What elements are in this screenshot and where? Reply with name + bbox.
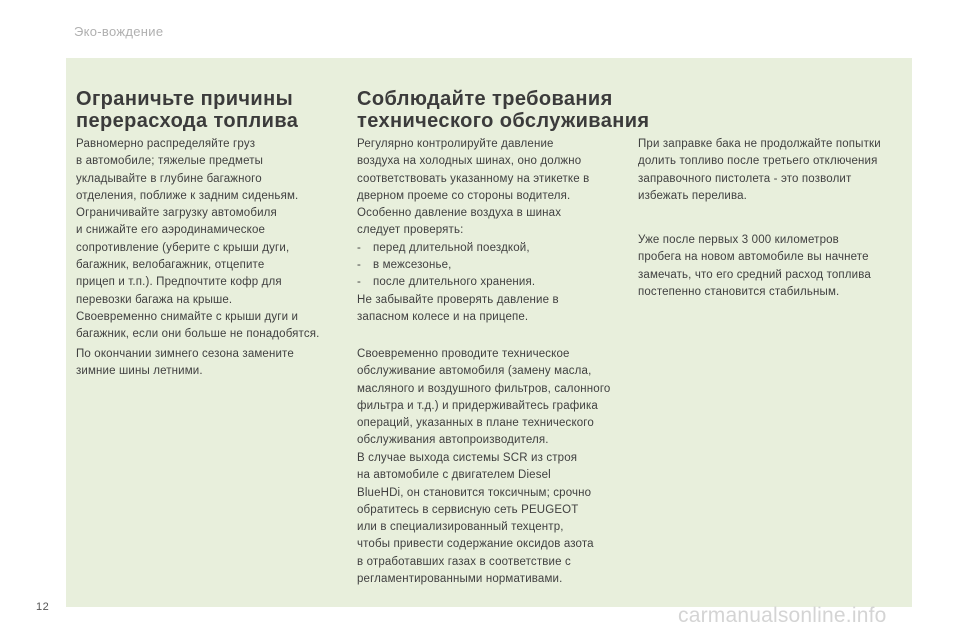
text-line: Равномерно распределяйте груз xyxy=(76,138,256,150)
heading-limit-overconsumption xyxy=(76,88,344,132)
text-line: обслуживания автопроизводителя. xyxy=(357,434,549,447)
text-line: в автомобиле; тяжелые предметы xyxy=(76,155,264,168)
text-line: сопротивление (уберите с крыши дуги, xyxy=(76,241,290,254)
text-line: укладывайте в глубине багажного xyxy=(76,172,262,185)
paragraph-load-distribution xyxy=(76,136,344,344)
text-line: избежать перелива. xyxy=(638,189,748,202)
paragraph-tyre-pressure xyxy=(357,136,627,326)
paragraph-scheduled-service xyxy=(357,346,627,450)
text-line: пробега на новом автомобиле вы начнете xyxy=(638,251,869,264)
text-line: Не забывайте проверять давление в xyxy=(357,293,559,306)
heading-line: Соблюдайте требования xyxy=(357,88,613,110)
text-line: Своевременно снимайте с крыши дуги и xyxy=(76,310,299,323)
list-item-text: перед длительной поездкой, xyxy=(373,241,530,254)
text-line: заправочного пистолета - это позволит xyxy=(638,172,852,185)
text-line: BlueHDi, он становится токсичным; срочно xyxy=(357,486,592,499)
list-item-text: после длительного хранения. xyxy=(373,276,536,289)
text-line: перевозки багажа на крыше. xyxy=(76,293,233,306)
bullet-marker: - xyxy=(357,276,361,289)
text-line: следует проверять: xyxy=(357,224,464,237)
text-line: дверном проеме со стороны водителя. xyxy=(357,189,571,202)
heading-line: Ограничьте причины xyxy=(76,88,294,110)
text-line: Ограничивайте загрузку автомобиля xyxy=(76,207,277,220)
list-item-text: в межсезонье, xyxy=(373,259,452,272)
heading-line: перерасхода топлива xyxy=(76,110,299,132)
paragraph-scr-system xyxy=(357,450,627,588)
text-line: запасном колесе и на прицепе. xyxy=(357,310,529,323)
heading-maintenance-requirements xyxy=(357,88,650,132)
text-line: воздуха на холодных шинах, оно должно xyxy=(357,155,582,168)
text-line: долить топливо после третьего отключения xyxy=(638,155,878,168)
bullet-marker: - xyxy=(357,259,361,272)
text-line: постепенно становится стабильным. xyxy=(638,285,840,298)
text-line: замечать, что его средний расход топлива xyxy=(638,268,871,281)
text-line: зимние шины летними. xyxy=(76,365,203,378)
paragraph-fuel-consumption xyxy=(638,232,906,301)
text-line: операций, указанных в плане технического xyxy=(357,417,594,430)
paragraph-refuelling xyxy=(638,136,906,205)
text-line: Особенно давление воздуха в шинах xyxy=(357,207,562,220)
text-line: багажник, если они больше не понадобятся. xyxy=(76,328,320,341)
text-line: или в специализированный техцентр, xyxy=(357,521,564,534)
text-line: обратитесь в сервисную сеть PEUGEOT xyxy=(357,503,579,516)
heading-line: технического обслуживания xyxy=(357,110,650,132)
list-item xyxy=(357,240,627,257)
text-line: масляного и воздушного фильтров, салонного xyxy=(357,382,611,395)
text-line: на автомобиле с двигателем Diesel xyxy=(357,469,551,482)
text-line: отделения, поближе к задним сиденьям. xyxy=(76,189,299,202)
watermark: carmanualsonline.info xyxy=(678,604,887,627)
text-line: Своевременно проводите техническое xyxy=(357,348,570,360)
content-panel xyxy=(66,58,912,607)
bullet-marker: - xyxy=(357,241,361,254)
text-line: прицеп и т.п.). Предпочтите кофр для xyxy=(76,276,282,289)
text-line: фильтра и т.д.) и придерживайтесь графика xyxy=(357,399,598,412)
paragraph-winter-tyres xyxy=(76,346,344,381)
text-line: соответствовать указанному на этикетке в xyxy=(357,172,590,185)
list-item xyxy=(357,274,627,291)
text-line: багажник, велобагажник, отцепите xyxy=(76,259,265,272)
section-title: Эко-вождение xyxy=(74,24,164,39)
text-line: и снижайте его аэродинамическое xyxy=(76,224,266,237)
text-line: регламентированными нормативами. xyxy=(357,573,563,586)
text-line: В случае выхода системы SCR из строя xyxy=(357,452,578,464)
text-line: При заправке бака не продолжайте попытки xyxy=(638,138,881,150)
text-line: обслуживание автомобиля (замену масла, xyxy=(357,365,592,378)
page-number: 12 xyxy=(36,601,50,613)
text-line: Регулярно контролируйте давление xyxy=(357,138,554,150)
list-item xyxy=(357,257,627,274)
text-line: в отработавших газах в соответствие с xyxy=(357,555,571,568)
text-line: Уже после первых 3 000 километров xyxy=(638,234,839,246)
text-line: чтобы привести содержание оксидов азота xyxy=(357,538,594,551)
text-line: По окончании зимнего сезона замените xyxy=(76,348,294,360)
